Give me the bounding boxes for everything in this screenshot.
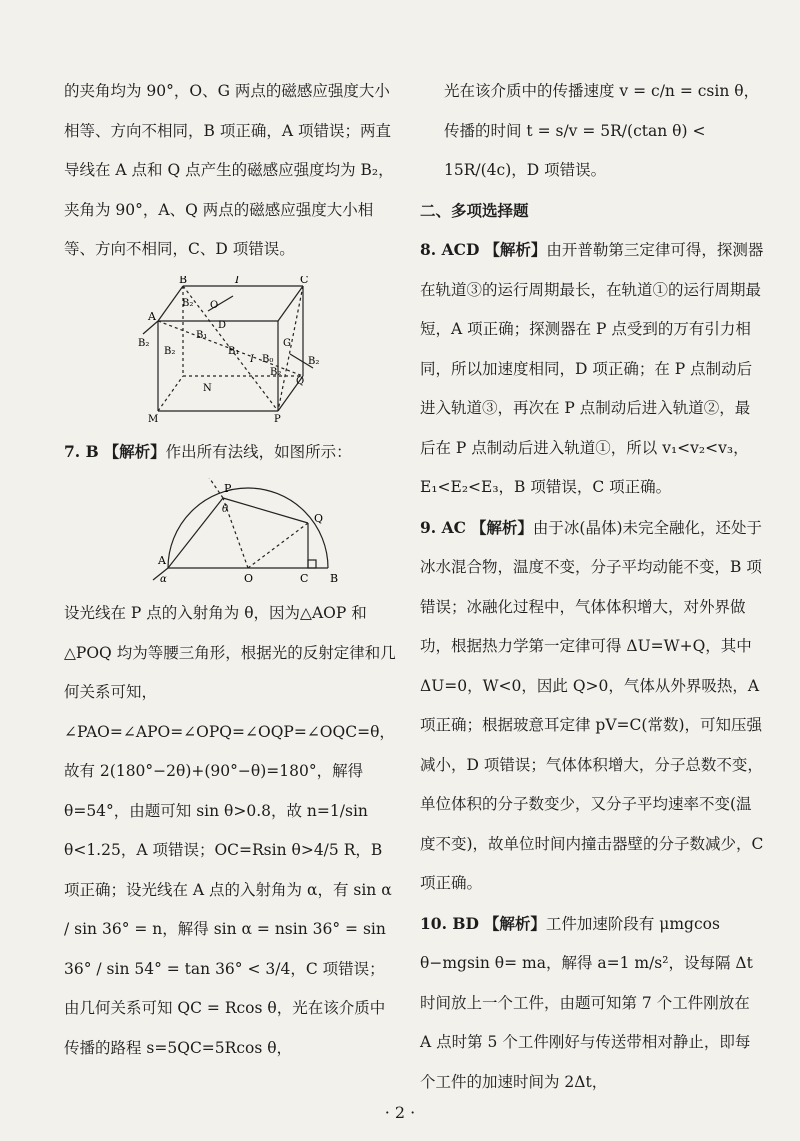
svg-text:P: P xyxy=(274,413,281,425)
svg-text:α: α xyxy=(160,574,167,586)
left-column xyxy=(64,72,396,1068)
q10-block xyxy=(420,904,765,1103)
q8-answer: 8. ACD xyxy=(420,240,480,260)
svg-text:B₂: B₂ xyxy=(270,366,282,378)
q9-answer: 9. AC xyxy=(420,517,466,537)
q10-answer: 10. BD xyxy=(420,913,479,933)
svg-text:G: G xyxy=(283,337,291,349)
svg-text:B: B xyxy=(179,275,188,286)
q7-lead: 作出所有法线，如图所示： xyxy=(165,442,352,461)
svg-text:A: A xyxy=(158,554,166,568)
left-paragraph-1: 的夹角均为 90°，O、G 两点的磁感应强度大小相等、方向不相同，B 项正确，A 项错误；两直导线在 A 点和 Q 点产生的磁感应强度均为 B₂，夹角为 90°，A、Q 两点的磁感应强度大小相等、方向不相同，C、D 项错误。 xyxy=(64,82,394,259)
svg-text:B₂: B₂ xyxy=(138,337,150,349)
q7-answer: 7. B xyxy=(64,441,99,461)
svg-text:D: D xyxy=(218,319,227,331)
q8-body: 由开普勒第三定律可得，探测器在轨道③的运行周期最长，在轨道①的运行周期最短，A 项正确；探测器在 P 点受到的万有引力相同，所以加速度相同，D 项正确；在 P 点制动后进入轨道③，再次在 P 点制动后进入轨道②，最后在 P 点制动后进入轨道①，所以 v₁<v₂<v₃，E₁<E₂<E₃，B 项错误，C 项正确。 xyxy=(420,241,764,497)
svg-text:θ: θ xyxy=(222,504,229,516)
svg-text:N: N xyxy=(203,382,212,394)
right-paragraph-1: 光在该介质中的传播速度 v = c/n = csin θ，传播的时间 t = s/v = 5R/(ctan θ) < 15R/(4c)，D 项错误。 xyxy=(444,82,760,180)
q9-analysis-tag: 【解析】 xyxy=(470,517,533,537)
q8-analysis-tag: 【解析】 xyxy=(484,240,547,260)
svg-text:I: I xyxy=(235,275,240,286)
q7-body: 设光线在 P 点的入射角为 θ，因为△AOP 和△POQ 均为等腰三角形，根据光的反射定律和几何关系可知，∠PAO=∠APO=∠OPQ=∠OQP=∠OQC=θ，故有 2(180°−2θ)+(90°−θ)=180°，解得 θ=54°，由题可知 sin θ>0.8，故 n=1/sin θ<1.25，A 项错误；OC=Rsin θ>4/5 R，B 项正确；设光线在 A 点的入射角为 α，有 sin α / sin 36° = n，解得 sin α = nsin 36° = sin 36° / sin 54° = tan 36° < 3/4，C 项错误；由几何关系可知 QC = Rcos θ，光在该介质中传播的路程 s=5QC=5Rcos θ， xyxy=(64,604,396,1057)
svg-text:B₁: B₁ xyxy=(228,345,240,357)
q9-body: 由于冰(晶体)未完全融化，还处于冰水混合物，温度不变，分子平均动能不变，B 项错误；冰融化过程中，气体体积增大，对外界做功，根据热力学第一定律可得 ΔU=W+Q，其中 ΔU=0，W<0，因此 Q>0，气体从外界吸热，A 项正确；根据玻意耳定律 pV=C(常数)，可知压强减小，D 项错误；气体体积增大，分子总数不变，单位体积的分子数变少，又分子平均速率不变(温度不变)，故单位时间内撞击器壁的分子数减少，C 项正确。 xyxy=(420,518,764,893)
cube-magnetic-field-figure xyxy=(138,276,338,426)
svg-text:C: C xyxy=(300,572,309,586)
q7-line xyxy=(64,432,396,473)
svg-text:B₂: B₂ xyxy=(182,297,194,309)
svg-text:Q: Q xyxy=(296,375,305,387)
svg-text:P: P xyxy=(224,482,232,496)
svg-text:B₀: B₀ xyxy=(262,353,274,365)
q9-block xyxy=(420,508,765,904)
svg-text:B₂: B₂ xyxy=(308,355,320,367)
svg-text:A: A xyxy=(148,309,156,323)
svg-text:B: B xyxy=(330,572,339,586)
svg-text:I: I xyxy=(250,353,254,365)
semicircle-refraction-figure xyxy=(148,478,348,588)
svg-text:M: M xyxy=(148,413,159,425)
svg-text:Q: Q xyxy=(314,512,324,526)
q8-block xyxy=(420,230,765,508)
svg-text:O: O xyxy=(210,299,219,311)
q7-analysis-tag: 【解析】 xyxy=(103,441,166,461)
svg-text:B₂: B₂ xyxy=(164,345,176,357)
svg-text:B₁: B₁ xyxy=(196,329,208,341)
section-heading: 二、多项选择题 xyxy=(420,200,529,220)
q10-body: 工件加速阶段有 μmgcos θ−mgsin θ= ma，解得 a=1 m/s²，设每隔 Δt 时间放上一个工件，由题可知第 7 个工件刚放在 A 点时第 5 个工件刚好与传送带相对静止，即每个工件的加速时间为 2Δt， xyxy=(420,914,753,1091)
svg-text:O: O xyxy=(244,572,254,586)
svg-text:C: C xyxy=(300,275,309,286)
q10-analysis-tag: 【解析】 xyxy=(483,913,546,933)
right-column xyxy=(420,72,765,1102)
page-number: · 2 · xyxy=(384,1103,416,1122)
